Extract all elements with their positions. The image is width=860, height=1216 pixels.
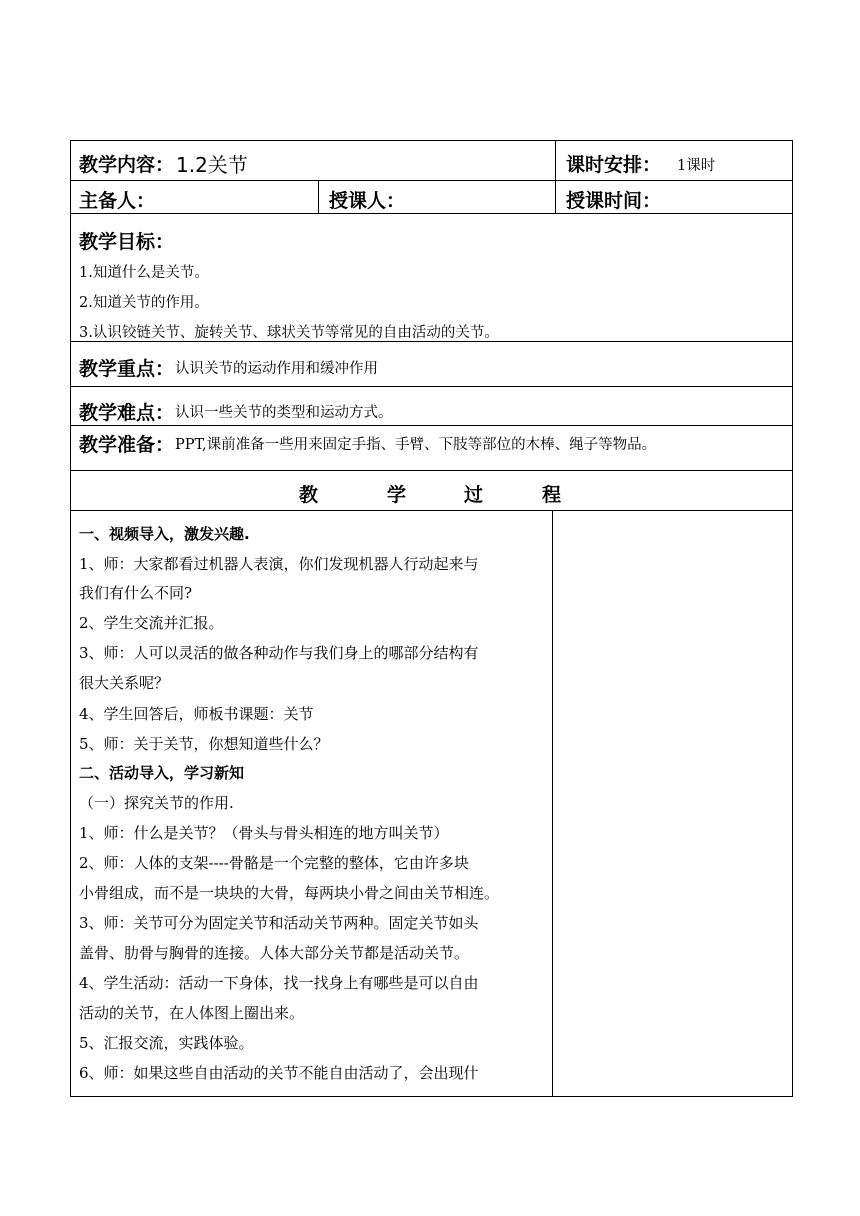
process-line: 5、汇报交流，实践体验。 — [79, 1034, 254, 1052]
schedule-value: 1课时 — [677, 158, 716, 174]
process-line: 2、学生交流并汇报。 — [79, 614, 224, 632]
cell-preparer — [71, 181, 318, 213]
content-value: 1.2关节 — [176, 153, 248, 177]
key-point-value: 认识关节的运动作用和缓冲作用 — [175, 361, 378, 377]
process-line: 1、师：大家都看过机器人表演，你们发现机器人行动起来与 — [79, 555, 479, 573]
section-heading: 一、视频导入，激发兴趣. — [79, 525, 250, 543]
row-process-body — [70, 511, 793, 1097]
key-point-label: 教学重点： — [79, 358, 175, 380]
process-line: 4、学生回答后，师板书课题：关节 — [79, 705, 314, 723]
lesson-plan-table — [70, 140, 793, 1097]
row-key-point — [70, 342, 793, 387]
content-label: 教学内容： — [79, 154, 175, 176]
preparer-label: 主备人： — [79, 190, 156, 212]
cell-time — [555, 181, 792, 213]
process-title-char: 学 — [387, 484, 407, 506]
process-line: 6、师：如果这些自由活动的关节不能自由活动了，会出现什 — [79, 1064, 479, 1082]
process-title-char: 过 — [464, 484, 484, 506]
row-process-title — [70, 471, 793, 511]
process-line: 小骨组成，而不是一块块的大骨，每两块小骨之间由关节相连。 — [79, 884, 500, 902]
process-line: 2、师：人体的支架----骨骼是一个完整的整体，它由许多块 — [79, 854, 469, 872]
objective-item: 3.认识铰链关节、旋转关节、球状关节等常见的自由活动的关节。 — [79, 325, 499, 341]
row-content — [70, 140, 793, 181]
process-line: 盖骨、肋骨与胸骨的连接。人体大部分关节都是活动关节。 — [79, 944, 470, 962]
row-preparation — [70, 426, 793, 471]
process-line: 我们有什么不同? — [79, 584, 193, 602]
process-line: 3、师：关节可分为固定关节和活动关节两种。固定关节如头 — [79, 914, 479, 932]
teacher-label: 授课人： — [329, 190, 406, 212]
cell-content — [71, 141, 555, 180]
section-heading: 二、活动导入，学习新知 — [79, 764, 245, 782]
process-title-char: 教 — [299, 484, 319, 506]
objective-item: 2.知道关节的作用。 — [79, 295, 209, 311]
cell-teacher — [318, 181, 555, 213]
process-line: 5、师：关于关节，你想知道些什么？ — [79, 735, 329, 753]
process-line: 4、学生活动：活动一下身体，找一找身上有哪些是可以自由 — [79, 974, 479, 992]
process-title-char: 程 — [542, 484, 562, 506]
row-difficulty — [70, 387, 793, 426]
process-line: 1、师：什么是关节？（骨头与骨头相连的地方叫关节） — [79, 824, 449, 842]
process-line: 很大关系呢？ — [79, 674, 170, 692]
preparation-label: 教学准备： — [79, 434, 175, 456]
time-label: 授课时间： — [566, 190, 662, 212]
process-line: 3、师：人可以灵活的做各种动作与我们身上的哪部分结构有 — [79, 644, 479, 662]
row-staff — [70, 181, 793, 214]
process-steps — [71, 511, 553, 1096]
row-objectives — [70, 214, 793, 342]
process-line: （一）探究关节的作用. — [79, 794, 234, 812]
process-notes-column — [553, 511, 792, 1096]
preparation-value: PPT,课前准备一些用来固定手指、手臂、下肢等部位的木棒、绳子等物品。 — [175, 437, 657, 453]
cell-schedule — [555, 141, 792, 180]
process-line: 活动的关节，在人体图上圈出来。 — [79, 1004, 305, 1022]
objectives-label: 教学目标： — [79, 231, 175, 253]
schedule-label: 课时安排： — [566, 154, 662, 176]
objective-item: 1.知道什么是关节。 — [79, 265, 209, 281]
difficulty-value: 认识一些关节的类型和运动方式。 — [175, 405, 393, 421]
difficulty-label: 教学难点： — [79, 402, 175, 424]
